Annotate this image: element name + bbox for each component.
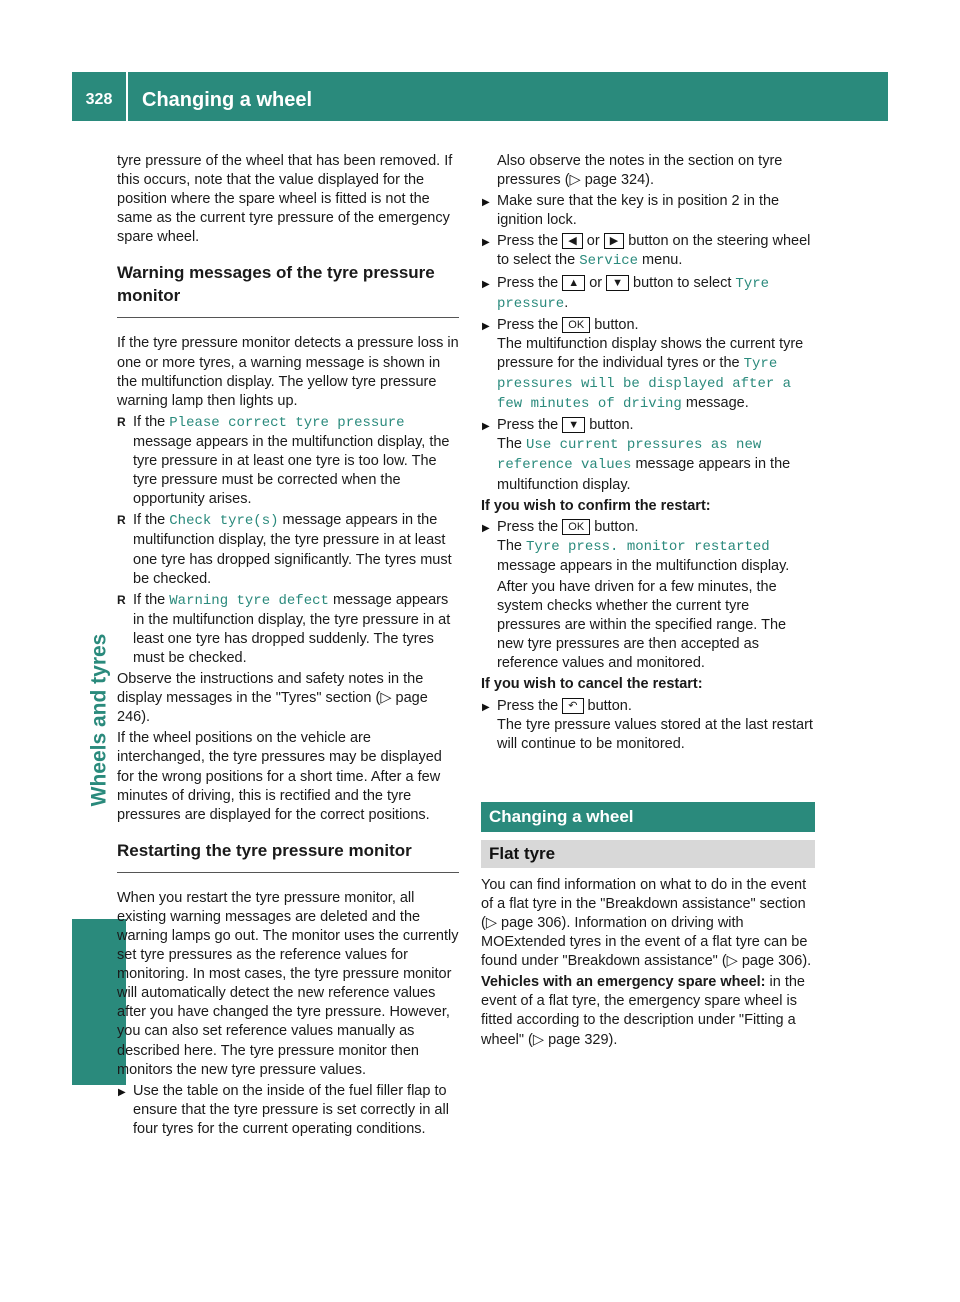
display-message: Use current pressures as new reference values (497, 437, 762, 474)
also-observe: Also observe the notes in the section on tyre pressures (▷ page 324). (497, 153, 783, 189)
header-bar (72, 72, 888, 121)
confirm-heading: If you wish to confirm the restart: (481, 497, 711, 514)
display-message: Check tyre(s) (169, 513, 279, 530)
bullet-item: R If the Check tyre(s) message appears in the multifunction display, the tyre pressure in at least one tyre has dropped significantly. The tyres must be checked. (117, 511, 459, 588)
section-banner: Changing a wheel (481, 802, 815, 832)
bullet-item: R If the Warning tyre defect message appears in the multifunction display, the tyre pressure in at least one tyre has dropped suddenly. The tyres must be checked. (117, 591, 459, 668)
subsection-banner: Flat tyre (481, 840, 815, 868)
ok-key-icon: OK (562, 519, 590, 535)
back-key-icon: ↶ (562, 698, 583, 714)
display-message: Tyre pressures will be displayed after a few minutes of driving (497, 355, 792, 413)
display-message: Warning tyre defect (169, 592, 329, 609)
step-item: ▶ Make sure that the key is in position 2 in the ignition lock. (481, 192, 815, 230)
display-message: Tyre press. monitor restarted (526, 538, 770, 555)
display-message: Please correct tyre pressure (169, 414, 405, 431)
side-tab-label: Wheels and tyres (87, 633, 111, 806)
step-item: ▶ Use the table on the inside of the fuel filler flap to ensure that the tyre pressure is set correctly in all four tyres for the current operating conditions. (117, 1082, 459, 1139)
restart-heading: Restarting the tyre pressure monitor (117, 840, 412, 860)
header-divider (126, 72, 128, 121)
emergency-spare-paragraph: Vehicles with an emergency spare wheel: in the event of a flat tyre, the emergency spare wheel is fitted according to the description under "Fitting a wheel" (▷ page 329). (481, 974, 805, 1048)
down-arrow-key-icon: ▼ (562, 417, 585, 433)
flat-tyre-info: You can find information on what to do in the event of a flat tyre in the "Breakdown assistance" section (▷ page 306). Information on driving with MOExtended tyres in the event of a flat tyre can be found under "Breakdown assistance" (▷ page 306). (481, 876, 812, 970)
display-message: Service (579, 253, 639, 270)
ok-key-icon: OK (562, 317, 590, 333)
warnings-intro: If the tyre pressure monitor detects a pressure loss in one or more tyres, a warning message is shown in the multifunction display. The yellow tyre pressure warning lamp then lights up. (117, 335, 459, 409)
cancel-heading: If you wish to cancel the restart: (481, 676, 703, 693)
step-item: ▶ Press the ▲ or ▼ button to select Tyre pressure. (481, 274, 815, 314)
section-divider (117, 317, 459, 318)
bullet-item: R If the Please correct tyre pressure message appears in the multifunction display, the tyre pressure in at least one tyre is too low. The tyre pressure must be corrected when the opportunity arises. (117, 413, 459, 509)
intro-paragraph: tyre pressure of the wheel that has been removed. If this occurs, note that the value displayed for the position where the spare wheel is fitted is not the same as the current tyre pressure of the emergency spare wheel. (117, 153, 453, 246)
step-item: ▶ Press the ▼ button. The Use current pressures as new reference values message appears in the multifunction display. (481, 416, 815, 494)
positions-paragraph: If the wheel positions on the vehicle are interchanged, the tyre pressures may be displayed for the wrong positions for a short time. After a few minutes of driving, this is rectified and the tyre pressures are displayed for the correct positions. (117, 730, 442, 823)
restart-intro: When you restart the tyre pressure monitor, all existing warning messages are deleted and the warning lamps go out. The monitor uses the currently set tyre pressures as the reference values for monitoring. In most cases, the tyre pressure monitor will automatically detect the new reference values after you have changed the tyre pressure. However, you can also set reference values manually as described here. The tyre pressure monitor then monitors the new tyre pressure values. (117, 889, 459, 1078)
page-number: 328 (85, 91, 113, 108)
step-item: ▶ Press the OK button. The Tyre press. monitor restarted message appears in the multifunction display. (481, 518, 815, 576)
warning-messages-heading: Warning messages of the tyre pressure monitor (117, 263, 435, 306)
right-arrow-key-icon: ▶ (604, 233, 624, 249)
right-column (481, 152, 815, 1052)
left-column (117, 152, 459, 1141)
step-item: ▶ Press the ↶ button. The tyre pressure values stored at the last restart will continue to be monitored. (481, 697, 815, 754)
step-item: ▶ Press the OK button. The multifunction display shows the current tyre pressure for the individual tyres or the Tyre pressures will be displayed after a few minutes of driving message. (481, 316, 815, 414)
after-drive-paragraph: After you have driven for a few minutes, the system checks whether the current tyre pressures are within the specified range. The new tyre pressures are then accepted as reference values and monitored. (497, 578, 787, 672)
down-arrow-key-icon: ▼ (606, 275, 629, 291)
up-arrow-key-icon: ▲ (562, 275, 585, 291)
emergency-lead: Vehicles with an emergency spare wheel: (481, 974, 766, 991)
observe-paragraph: Observe the instructions and safety notes in the display messages in the "Tyres" section (▷ page 246). (117, 671, 428, 726)
step-item: ▶ Press the ◀ or ▶ button on the steering wheel to select the Service menu. (481, 232, 815, 271)
left-arrow-key-icon: ◀ (562, 233, 582, 249)
chapter-title: Changing a wheel (142, 89, 313, 111)
section-divider (117, 872, 459, 873)
display-message: Tyre pressure (497, 275, 770, 312)
